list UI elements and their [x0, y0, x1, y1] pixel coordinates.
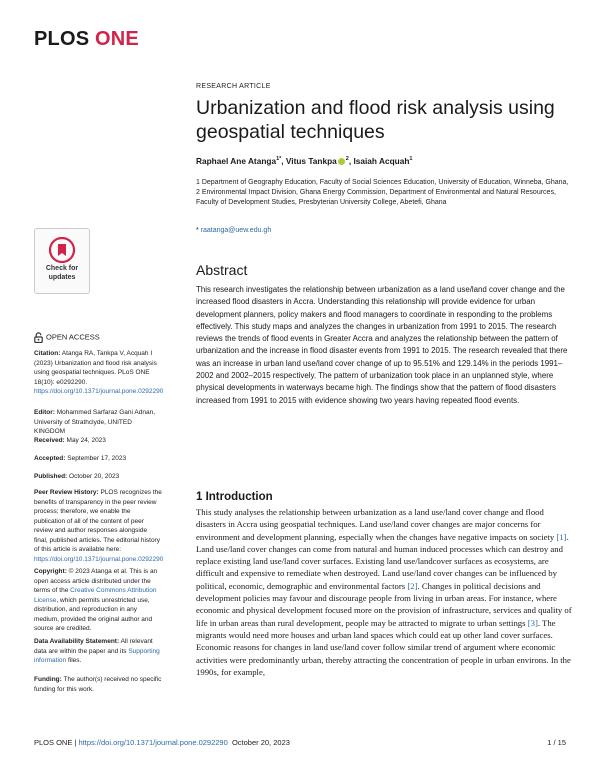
editor-text: Mohammed Sarfaraz Gani Adnan, University of Strathclyde, UNITED KINGDOM — [34, 409, 156, 435]
reference-link-1[interactable]: [1] — [556, 531, 567, 542]
received-label: Received: — [34, 437, 65, 444]
reference-link-3[interactable]: [3] — [527, 617, 538, 628]
copyright-text-1: © 2023 Atanga et al. This is an open access article distributed under the terms of the — [34, 568, 158, 594]
abstract-text: This research investigates the relationship between urbanization as a land use/land cover change and the increased flood disasters in Accra. Understanding this relationship will provide evidence for urban development planners, policy makers and flood managers to coordinate in responding to the problems effectively. This study maps and analyzes the changes in urbanization from 1991 to 2015. The research reviews the trends of flood events in Greater Accra and analyzes the relationship between the pattern of urbanization and the increase in flood disaster events from 1991 to 2015. The research revealed that there was an increase in urban land use/land cover change of up to 95.51% and 129.14% in the periods 1991–2002 and 2002–2015 respectively. The pattern of urbanization took place in an unplanned style, where physical developments in waterways became high. The findings show that the pattern of flood disasters increased from 1991 to 2015 with evidence showing two years having repeated flood events. — [196, 285, 568, 405]
peer-review-block — [34, 488, 162, 564]
check-for-updates-badge[interactable] — [34, 228, 90, 294]
author-1-affil: 1* — [276, 156, 282, 163]
copyright-text-2: , which permits unrestricted use, distribution, and reproduction in any medium, provided the original author and source are credited. — [34, 596, 153, 632]
accepted-block — [34, 454, 162, 464]
data-availability-block — [34, 637, 162, 666]
intro-part-1: This study analyses the relationship between urbanization as a land use/land cover change and flood disasters in Accra using geospatial techniques. Land use/land cover changes are major concerns for environment and development planning, especially when the changes have negative impacts on society — [196, 507, 557, 542]
bookmark-refresh-icon — [49, 237, 75, 263]
published-label: Published: — [34, 473, 68, 480]
author-3[interactable]: , Isaiah Acquah — [348, 156, 410, 166]
peer-review-text: PLOS recognizes the benefits of transparency in the peer review process; therefore, we enable the publication of all of the content of peer review and author responses alongside final, published articles. The editorial history of this article is available here: — [34, 489, 162, 553]
intro-part-4: . The migrants would need more houses and urban land spaces which could eat up other land cover surfaces. Economic reasons for changes in land use/land cover follow similar trend of argument where economic activities were predominantly urban, thereby attracting the concentration of people in urban environs. In the 1990s, for example, — [196, 617, 571, 677]
orcid-icon[interactable] — [338, 158, 345, 165]
author-3-affil: 1 — [409, 156, 413, 163]
author-list — [196, 156, 412, 166]
funding-text: The author(s) received no specific funding for this work. — [34, 676, 162, 693]
citation-text: Atanga RA, Tankpa V, Acquah I (2023) Urbanization and flood risk analysis using geospatial techniques. PLoS ONE 18(10): e0292290. — [34, 350, 157, 386]
data-availability-text-1: All relevant data are within the paper and its — [34, 638, 153, 655]
citation-doi-link[interactable]: https://doi.org/10.1371/journal.pone.0292290 — [34, 388, 164, 395]
intro-part-2: . Land use/land cover changes can come from natural and human induced processes which can destroy and replace existing land use/land cover surfaces. Existing land use/landcover surfaces as ecosystems, are difficult and expensive to remediate when destroyed. Land use/land cover changes can be influenced by political, economic, demographic and environmental factors — [196, 531, 569, 591]
accepted-label: Accepted: — [34, 455, 66, 462]
article-type: RESEARCH ARTICLE — [196, 83, 271, 90]
article-title: Urbanization and flood risk analysis using geospatial techniques — [196, 97, 555, 143]
badge-label — [35, 265, 89, 282]
logo-plos: PLOS — [34, 28, 90, 50]
page-footer — [34, 738, 566, 747]
published-block — [34, 472, 162, 482]
corresp-email-link[interactable]: raatanga@uew.edu.gh — [200, 227, 272, 234]
footer-separator: | — [72, 738, 79, 747]
page-number: 1 / 15 — [547, 738, 566, 747]
author-2[interactable]: , Vitus Tankpa — [281, 156, 337, 166]
accepted-date: September 17, 2023 — [65, 455, 127, 462]
editor-block — [34, 408, 162, 437]
received-date: May 24, 2023 — [64, 437, 106, 444]
badge-line-1: Check for — [45, 265, 79, 272]
logo-one: ONE — [95, 28, 139, 50]
affiliations: 1 Department of Geography Education, Faculty of Social Sciences Education, University of Education, Winneba, Ghana, 2 Environmental Impact Division, Ghana Energy Commission, Department of Environmental and Natural Resources, Faculty of Development Studies, Presbyterian University College, Abetefi, Ghana — [196, 179, 569, 206]
intro-part-3: . Changes in political decisions and development policies may favour and discourage people from living in urban areas. For instance, where economic and physical development focused more on the provision of infrastructure, services and quality of life in urban areas than rural development, people may be attracted to migrate to urban settings — [196, 580, 572, 628]
citation-label: Citation: — [34, 350, 61, 357]
footer-date: October 20, 2023 — [231, 738, 290, 747]
author-2-affil: 2 — [345, 156, 349, 163]
copyright-block — [34, 567, 162, 634]
reference-link-2[interactable]: [2] — [407, 580, 418, 591]
received-block — [34, 436, 162, 446]
open-lock-icon — [34, 332, 43, 343]
corresponding-author — [196, 227, 271, 234]
author-1[interactable]: Raphael Ane Atanga — [196, 156, 277, 166]
open-access-label: OPEN ACCESS — [46, 332, 100, 342]
badge-line-2: updates — [48, 273, 76, 281]
introduction-heading: 1 Introduction — [196, 491, 273, 503]
peer-review-label: Peer Review History: — [34, 489, 99, 496]
license-link[interactable]: Creative Commons Attribution License — [34, 587, 157, 604]
journal-logo — [34, 28, 139, 51]
funding-block — [34, 675, 162, 694]
funding-label: Funding: — [34, 676, 62, 683]
corresp-star: * — [196, 227, 201, 234]
open-access — [34, 332, 100, 343]
data-availability-label: Data Availability Statement: — [34, 638, 120, 645]
citation-block — [34, 349, 162, 397]
editor-label: Editor: — [34, 409, 55, 416]
published-date: October 20, 2023 — [67, 473, 120, 480]
supporting-info-link[interactable]: Supporting information — [34, 647, 160, 664]
data-availability-text-2: files. — [66, 657, 82, 664]
abstract-heading: Abstract — [196, 262, 248, 278]
peer-review-link[interactable]: https://doi.org/10.1371/journal.pone.0292290 — [34, 555, 164, 563]
footer-doi-link[interactable]: https://doi.org/10.1371/journal.pone.0292290 — [78, 738, 228, 747]
copyright-label: Copyright: — [34, 568, 67, 575]
introduction-text — [196, 506, 574, 678]
footer-journal: PLOS ONE — [34, 738, 73, 747]
